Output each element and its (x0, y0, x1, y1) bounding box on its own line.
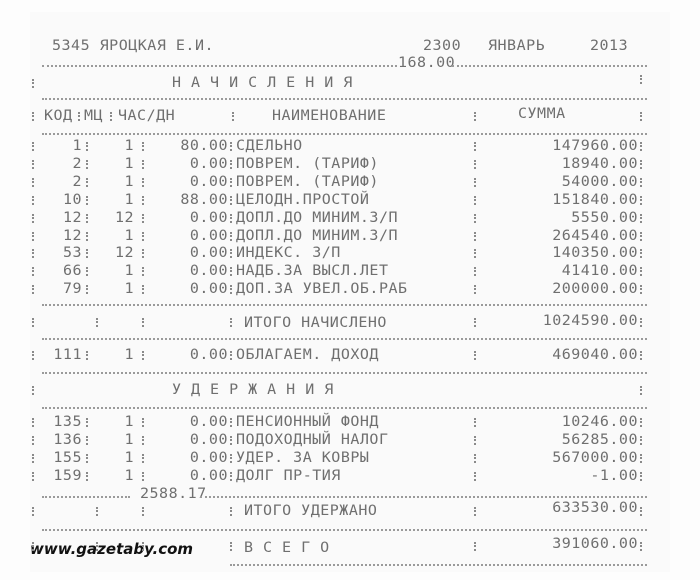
deductions-total-label: ИТОГО УДЕРЖАНО (244, 502, 378, 519)
row-name: ДОЛГ ПР-ТИЯ (236, 467, 341, 484)
column-separator (640, 196, 645, 205)
row-mc: 1 (124, 262, 134, 279)
row-name: ИНДЕКС. З/П (236, 244, 341, 262)
column-separator (230, 285, 235, 294)
row-sum: 264540.00 (552, 226, 638, 244)
row-mc: 1 (124, 346, 134, 363)
row-hours: 0.00 (189, 431, 228, 448)
column-separator (32, 418, 37, 427)
row-mc: 1 (124, 154, 134, 172)
column-separator (230, 318, 235, 327)
row-hours: 0.00 (189, 449, 228, 466)
grand-total-divider (230, 564, 647, 566)
column-separator (86, 142, 91, 151)
column-mc: МЦ (84, 107, 104, 124)
column-separator (142, 160, 147, 169)
header-sub-value: 168.00 (398, 54, 456, 71)
row-sum: -1.00 (590, 467, 638, 484)
column-separator (142, 142, 147, 151)
row-hours: 0.00 (189, 467, 228, 484)
column-separator (142, 436, 147, 445)
row-hours: 0.00 (189, 244, 228, 262)
column-separator (474, 232, 479, 241)
column-sum: СУММА (518, 105, 566, 122)
column-separator (474, 418, 479, 427)
deductions-divider-left (42, 496, 130, 498)
row-name: ДОП.ЗА УВЕЛ.ОБ.РАБ (236, 280, 408, 297)
employee-number: 2300 (423, 37, 462, 54)
column-separator (142, 196, 147, 205)
row-name: СДЕЛЬНО (236, 137, 303, 154)
column-separator (640, 351, 645, 360)
column-separator (640, 249, 645, 258)
row-mc: 12 (114, 208, 134, 226)
column-separator (86, 214, 91, 223)
column-name: НАИМЕНОВАНИЕ (272, 107, 387, 124)
row-sum: 41410.00 (561, 262, 638, 279)
row-name: ЦЕЛОДН.ПРОСТОЙ (236, 190, 370, 208)
column-separator (142, 232, 147, 241)
column-separator (32, 472, 37, 481)
column-separator (32, 249, 37, 258)
row-mc: 1 (124, 431, 134, 448)
row-hours: 0.00 (189, 154, 228, 172)
column-separator (86, 285, 91, 294)
column-separator (232, 112, 237, 121)
column-separator (230, 436, 235, 445)
row-sum: 140350.00 (552, 244, 638, 262)
column-separator (640, 318, 645, 327)
title-divider (42, 98, 647, 100)
row-mc: 1 (124, 226, 134, 244)
column-separator (86, 436, 91, 445)
column-separator (142, 418, 147, 427)
row-code: 155 (53, 449, 82, 466)
row-sum: 5550.00 (571, 208, 638, 226)
column-separator (230, 214, 235, 223)
column-separator (640, 285, 645, 294)
column-separator (32, 318, 37, 327)
column-separator (142, 351, 147, 360)
row-code: 12 (62, 226, 82, 244)
column-separator (474, 285, 479, 294)
row-code: 2 (72, 172, 82, 190)
watermark-text: www.gazetaby.com (30, 540, 194, 558)
row-mc: 12 (114, 244, 134, 262)
column-separator (86, 249, 91, 258)
column-separator (474, 351, 479, 360)
column-separator (142, 178, 147, 187)
column-separator (474, 160, 479, 169)
column-separator (142, 267, 147, 276)
column-separator (230, 196, 235, 205)
column-separator (86, 472, 91, 481)
row-name: ДОПЛ.ДО МИНИМ.З/П (236, 208, 399, 226)
row-name: ПОВРЕМ. (ТАРИФ) (236, 154, 379, 172)
column-separator (32, 454, 37, 463)
column-code: КОД (44, 107, 73, 124)
column-separator (230, 472, 235, 481)
row-hours: 88.00 (180, 190, 228, 208)
column-separator (142, 507, 147, 516)
column-separator (96, 318, 101, 327)
row-name: ДОПЛ.ДО МИНИМ.З/П (236, 226, 399, 244)
grand-total-sum: 391060.00 (552, 535, 638, 552)
column-separator (86, 160, 91, 169)
row-sum: 151840.00 (552, 190, 638, 208)
column-separator (86, 232, 91, 241)
column-separator (474, 214, 479, 223)
grand-total-label: ВСЕГО (244, 539, 340, 556)
row-hours: 0.00 (189, 226, 228, 244)
column-separator (32, 436, 37, 445)
column-separator (474, 454, 479, 463)
accruals-title: НАЧИСЛЕНИЯ (172, 74, 363, 91)
column-separator (230, 542, 235, 551)
row-sum: 56285.00 (561, 431, 638, 448)
column-separator (474, 196, 479, 205)
row-code: 66 (62, 262, 82, 279)
border-colon (640, 75, 645, 84)
row-sum: 147960.00 (552, 137, 638, 154)
deductions-total-sum: 633530.00 (552, 499, 638, 516)
column-separator (230, 507, 235, 516)
deductions-sub-value: 2588.17 (140, 485, 207, 502)
column-separator (32, 542, 37, 551)
column-separator (96, 507, 101, 516)
taxable-divider (42, 372, 647, 374)
column-separator (474, 436, 479, 445)
column-separator (142, 214, 147, 223)
deductions-total-divider (42, 529, 647, 531)
column-separator (474, 542, 479, 551)
column-separator (230, 178, 235, 187)
column-separator (86, 454, 91, 463)
column-separator (32, 196, 37, 205)
row-name: ОБЛАГАЕМ. ДОХОД (236, 346, 379, 363)
column-separator (640, 542, 645, 551)
payslip-year: 2013 (590, 37, 629, 54)
deductions-title: УДЕРЖАНИЯ (172, 381, 344, 398)
column-separator (640, 160, 645, 169)
row-name: ПОДОХОДНЫЙ НАЛОГ (236, 431, 389, 448)
column-separator (640, 267, 645, 276)
column-hours: ЧАС/ДН (118, 107, 176, 124)
column-separator (640, 418, 645, 427)
column-separator (230, 267, 235, 276)
column-separator (142, 454, 147, 463)
column-separator (474, 507, 479, 516)
column-separator (474, 267, 479, 276)
column-separator (474, 178, 479, 187)
accruals-total-sum: 1024590.00 (542, 312, 638, 329)
column-separator (640, 232, 645, 241)
column-separator (230, 249, 235, 258)
column-separator (86, 178, 91, 187)
column-separator (230, 232, 235, 241)
column-separator (640, 178, 645, 187)
row-name: НАДБ.ЗА ВЫСЛ.ЛЕТ (236, 262, 389, 279)
row-code: 135 (53, 413, 82, 430)
total-divider (42, 338, 647, 340)
column-separator (640, 507, 645, 516)
row-code: 79 (62, 280, 82, 297)
row-mc: 1 (124, 449, 134, 466)
column-separator (142, 472, 147, 481)
row-code: 136 (53, 431, 82, 448)
row-hours: 0.00 (189, 280, 228, 297)
column-separator (142, 249, 147, 258)
employee-name: 5345 ЯРОЦКАЯ Е.И. (52, 37, 215, 54)
column-separator (32, 112, 37, 121)
column-separator (474, 112, 479, 121)
column-separator (640, 436, 645, 445)
row-hours: 0.00 (189, 413, 228, 430)
row-name: ПЕНСИОННЫЙ ФОНД (236, 413, 379, 430)
row-mc: 1 (124, 413, 134, 430)
column-separator (96, 542, 101, 551)
column-separator (640, 112, 645, 121)
header-divider-right (452, 65, 647, 67)
row-code: 10 (62, 190, 82, 208)
column-separator (640, 454, 645, 463)
column-separator (230, 142, 235, 151)
header-divider-left (42, 65, 397, 67)
column-separator (32, 178, 37, 187)
row-sum: 10246.00 (561, 413, 638, 430)
row-sum: 200000.00 (552, 280, 638, 297)
column-separator (640, 472, 645, 481)
column-separator (230, 418, 235, 427)
column-separator (230, 454, 235, 463)
column-separator (474, 472, 479, 481)
column-separator (142, 318, 147, 327)
column-separator (86, 351, 91, 360)
row-hours: 0.00 (189, 262, 228, 279)
row-hours: 0.00 (189, 208, 228, 226)
row-code: 2 (72, 154, 82, 172)
row-code: 53 (62, 244, 82, 262)
deductions-divider-right (200, 496, 647, 498)
column-separator (110, 112, 115, 121)
column-separator (78, 112, 83, 121)
row-mc: 1 (124, 280, 134, 297)
deductions-title-divider (42, 407, 647, 409)
column-separator (32, 285, 37, 294)
column-separator (474, 249, 479, 258)
row-hours: 80.00 (180, 137, 228, 154)
column-separator (32, 142, 37, 151)
column-separator (640, 142, 645, 151)
column-separator (230, 160, 235, 169)
row-code: 111 (53, 346, 82, 363)
row-code: 1 (72, 137, 82, 154)
row-name: УДЕР. ЗА КОВРЫ (236, 449, 370, 466)
row-mc: 1 (124, 467, 134, 484)
row-sum: 54000.00 (561, 172, 638, 190)
columns-divider (42, 133, 647, 135)
row-mc: 1 (124, 137, 134, 154)
row-hours: 0.00 (189, 172, 228, 190)
row-sum: 18940.00 (561, 154, 638, 172)
rows-divider (42, 304, 647, 306)
row-sum: 469040.00 (552, 346, 638, 363)
row-hours: 0.00 (189, 346, 228, 363)
row-mc: 1 (124, 190, 134, 208)
column-separator (32, 160, 37, 169)
row-sum: 567000.00 (552, 449, 638, 466)
column-separator (230, 351, 235, 360)
column-separator (142, 285, 147, 294)
column-separator (32, 507, 37, 516)
column-separator (474, 318, 479, 327)
column-separator (32, 232, 37, 241)
column-separator (142, 542, 147, 551)
column-separator (640, 386, 645, 395)
row-mc: 1 (124, 172, 134, 190)
accruals-total-label: ИТОГО НАЧИСЛЕНО (244, 314, 387, 331)
column-separator (640, 214, 645, 223)
column-separator (474, 142, 479, 151)
row-code: 12 (62, 208, 82, 226)
column-separator (32, 351, 37, 360)
column-separator (32, 214, 37, 223)
row-code: 159 (53, 467, 82, 484)
column-separator (32, 267, 37, 276)
column-separator (86, 418, 91, 427)
column-separator (32, 386, 37, 395)
border-colon (32, 79, 37, 88)
payslip-month: ЯНВАРЬ (488, 37, 546, 54)
row-name: ПОВРЕМ. (ТАРИФ) (236, 172, 379, 190)
column-separator (86, 196, 91, 205)
column-separator (86, 267, 91, 276)
